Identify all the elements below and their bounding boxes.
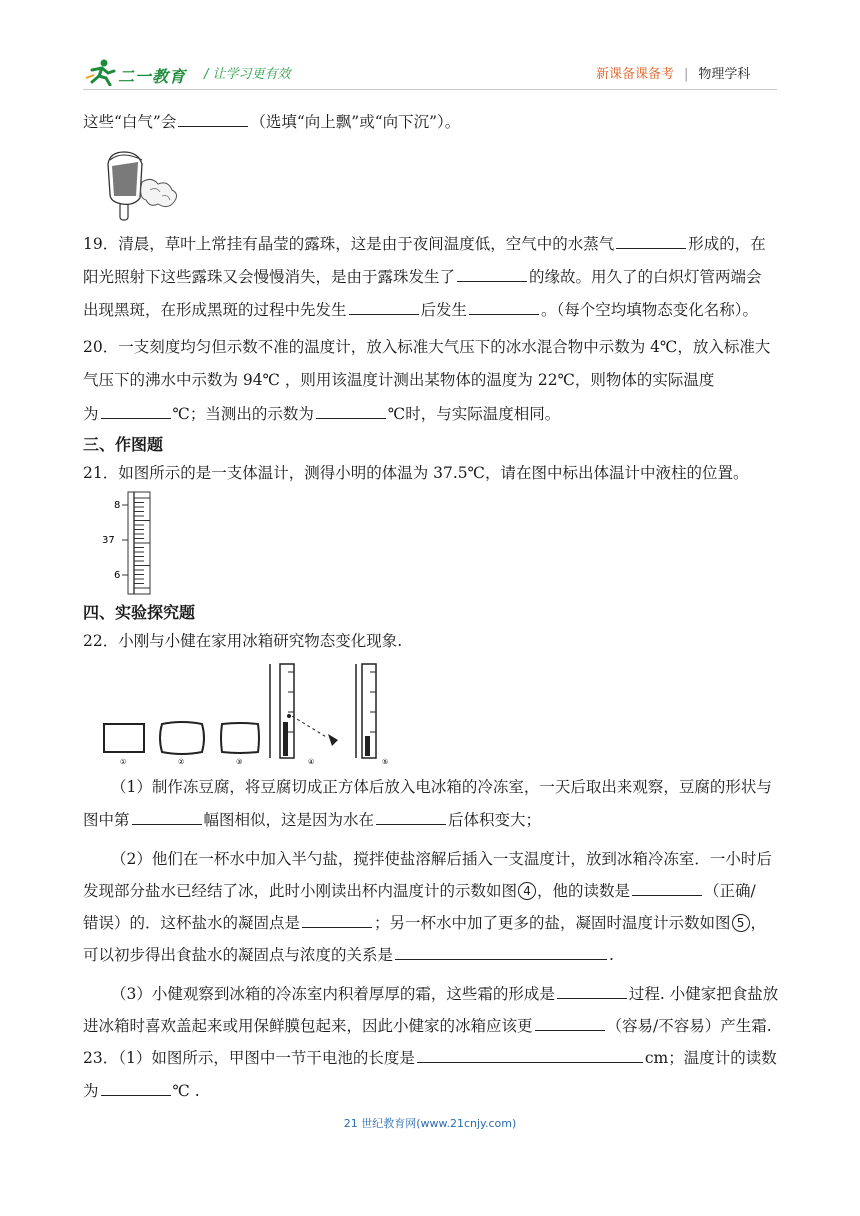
figure-label: ④ [308,758,315,766]
footer-link[interactable]: 21 世纪教育网(www.21cnjy.com) [343,1117,517,1130]
q22-text: 错误）的．这杯盐水的凝固点是 [83,914,301,932]
q22-p2-line3 [83,912,766,934]
q23-text: ℃ . [172,1082,200,1100]
header-right [596,63,750,82]
q22-p3-line1 [111,983,778,1005]
q23-line1 [83,1047,777,1069]
q18-tail [83,111,460,133]
q20-line1: 20．一支刻度均匀但示数不准的温度计，放入标准大气压下的冰水混合物中示数为 4℃，放入标准大 [83,338,771,356]
q23-text: 23．（1）如图所示，甲图中一节干电池的长度是 [83,1049,415,1067]
q20-text: 为 [83,405,99,423]
answer-blank[interactable] [302,913,372,928]
q19-text: 。（每个空均填物态变化名称）。 [541,301,759,319]
answer-blank[interactable] [101,404,171,419]
popsicle-figure [102,146,182,222]
q20-text: ℃时，与实际温度相同。 [387,405,561,423]
answer-blank[interactable] [101,1081,171,1096]
header-divider [83,89,777,90]
q22-text: 进冰箱时喜欢盖起来或用保鲜膜包起来，因此小健家的冰箱应该更 [83,1017,533,1035]
thermo-tick-label: 6 [114,570,121,581]
figure-label: ② [178,758,185,766]
answer-blank[interactable] [457,267,527,282]
q22-text: ；另一杯水中加了更多的盐，凝固时温度计示数如图 [374,914,731,932]
answer-blank[interactable] [349,300,419,315]
q22-p1-line1: （1）制作冻豆腐，将豆腐切成正方体后放入电冰箱的冷冻室，一天后取出来观察，豆腐的形状与 [111,778,772,796]
q22-text: 后体积变大； [448,811,542,829]
figure-label: ⑤ [382,758,389,766]
logo-runner-icon [84,58,118,86]
q19-line2 [83,266,762,288]
q23-line2 [83,1080,200,1102]
q22-text: ，他的读数是 [537,882,631,900]
header-slogan: / 让学习更有效 [204,67,291,82]
q22-text: （正确/ [704,882,756,900]
q22-text: （容易/不容易）产生霜. [606,1017,772,1035]
answer-blank[interactable] [395,945,607,960]
q19-line3 [83,299,758,321]
q20-text: ℃；当测出的示数为 [172,405,314,423]
q22-intro: 22．小刚与小健在家用冰箱研究物态变化现象. [83,632,403,650]
header-course-label: 新课备课备考 [596,67,675,82]
clinical-thermometer-figure[interactable] [100,490,170,596]
q22-text: ， [750,914,767,932]
q19-line1 [83,233,766,255]
q23-text: cm；温度计的读数 [644,1049,777,1067]
answer-blank[interactable] [469,300,539,315]
thermo-tick-label: 37 [102,535,115,546]
q22-text: 过程. 小健家把食盐放 [628,985,779,1003]
figure-label: ③ [236,758,243,766]
q23-text: 为 [83,1082,99,1100]
header-separator: | [684,67,689,82]
q20-line2: 气压下的沸水中示数为 94℃ ，则用该温度计测出某物体的温度为 22℃，则物体的实际温度 [83,371,715,389]
q19-text: 19．清晨，草叶上常挂有晶莹的露珠，这是由于夜间温度低，空气中的水蒸气 [83,235,615,253]
q22-text: 图中第 [83,811,130,829]
answer-blank[interactable] [316,404,386,419]
answer-blank[interactable] [132,810,202,825]
q18-text-a: 这些“白气”会 [83,113,177,131]
answer-blank[interactable] [178,112,248,127]
q22-p3-line2 [83,1015,772,1037]
figure-label: ① [120,758,127,766]
answer-blank[interactable] [632,881,702,896]
q19-text: 阳光照射下这些露珠又会慢慢消失，是由于露珠发生了 [83,268,456,286]
q22-text: 发现部分盐水已经结了冰，此时小刚读出杯内温度计的示数如图 [83,882,518,900]
answer-blank[interactable] [557,984,627,999]
q22-text: . [609,946,614,964]
header-subject-label: 物理学科 [698,67,751,82]
q21-text: 21．如图所示的是一支体温计，测得小明的体温为 37.5℃，请在图中标出体温计中液柱的位置。 [83,464,749,482]
q19-text: 出现黑斑，在形成黑斑的过程中先发生 [83,301,347,319]
section-heading-experiment: 四、实验探究题 [83,603,196,622]
q22-p2-line1: （2）他们在一杯水中加入半勺盐，搅拌使盐溶解后插入一支温度计，放到冰箱冷冻室．一小时后 [111,850,772,868]
q19-text: 的缘故。用久了的白炽灯管两端会 [529,268,762,286]
circled-number: 4 [518,882,536,900]
q19-text: 形成的，在 [688,235,766,253]
q22-text: 可以初步得出食盐水的凝固点与浓度的关系是 [83,946,394,964]
q20-line3 [83,403,560,425]
q22-text: 幅图相似，这是因为水在 [203,811,375,829]
q19-text: 后发生 [420,301,468,319]
logo-text: 二一教育 [118,67,187,86]
q22-p2-line4 [83,944,614,966]
q22-p1-line2 [83,809,541,831]
answer-blank[interactable] [376,810,446,825]
answer-blank[interactable] [417,1048,643,1063]
thermo-tick-label: 8 [114,500,121,511]
q22-p2-line2 [83,880,756,902]
tofu-thermometer-figure [100,662,400,766]
q18-text-b: （选填“向上飘”或“向下沉”）。 [250,113,461,131]
section-heading-drawing: 三、作图题 [83,435,164,454]
answer-blank[interactable] [616,234,686,249]
circled-number: 5 [732,914,750,932]
q22-text: （3）小健观察到冰箱的冷冻室内积着厚厚的霜，这些霜的形成是 [111,985,555,1003]
answer-blank[interactable] [535,1016,605,1031]
